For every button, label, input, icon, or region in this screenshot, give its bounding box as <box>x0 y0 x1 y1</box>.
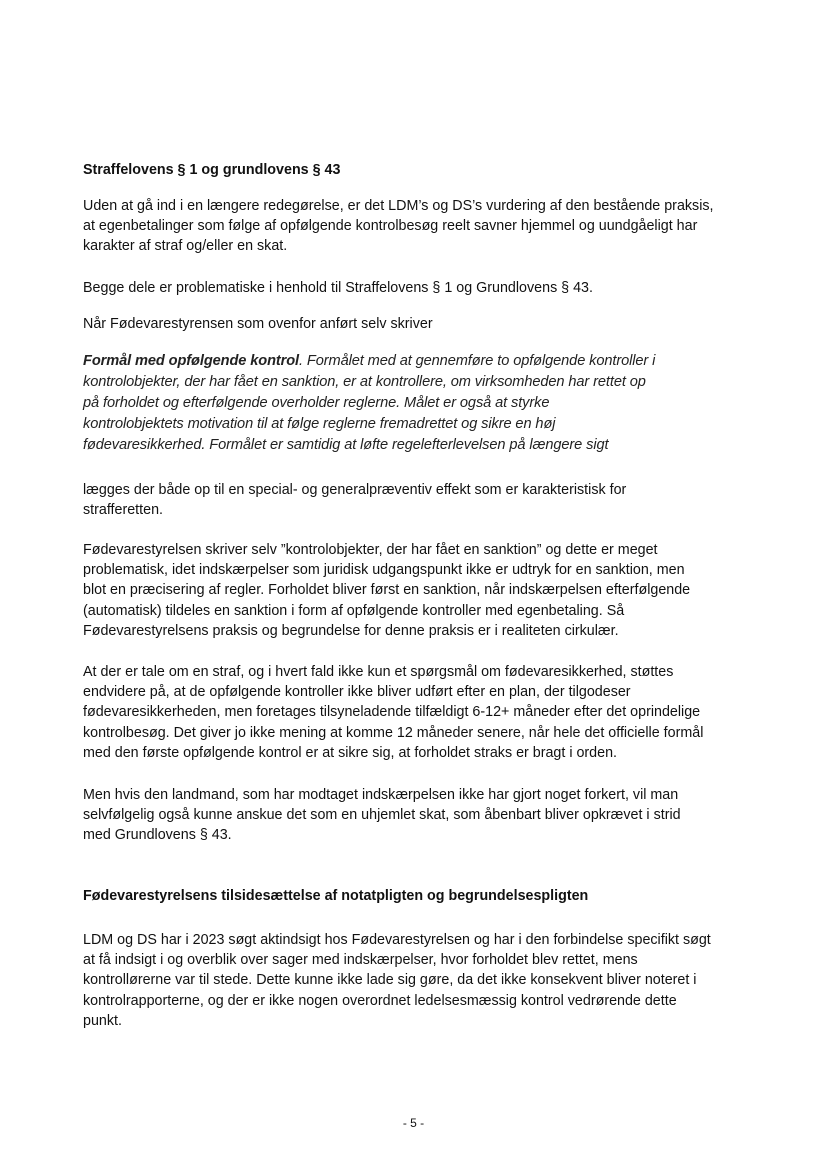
text-line: lægges der både op til en special- og generalpræventiv effekt som er karakteristisk for <box>83 482 627 498</box>
text-line: Uden at gå ind i en længere redegørelse, er det LDM’s og DS’s vurdering af den bestående praksis, <box>83 198 714 214</box>
text-line: (automatisk) tildeles en sanktion i form af opfølgende kontroller med egenbetaling. Så <box>83 602 625 619</box>
text-line: LDM og DS har i 2023 søgt aktindsigt hos Fødevarestyrelsen og har i den forbindelse specifikt søgt <box>83 932 711 948</box>
text-line: Når Fødevarestyrensen som ovenfor anført selv skriver <box>83 316 433 332</box>
text-line: at egenbetalinger som følge af opfølgende kontrolbesøg reelt savner hjemmel og uundgåeligt har <box>83 218 698 235</box>
text-line: Fødevarestyrelsens praksis og begrundelse for denne praksis er i realiteten cirkulær. <box>83 622 619 639</box>
quote-line: kontrolobjekter, der har fået en sanktion, er at kontrollere, om virksomheden har rettet op <box>83 374 646 390</box>
quote-line: på forholdet og efterfølgende overholder reglerne. Målet er også at styrke <box>83 395 550 411</box>
paragraph <box>83 930 711 1031</box>
text-line: kontrolrapporterne, og der er ikke nogen overordnet ledelsesmæssig kontrol vedrørende dette <box>83 992 677 1009</box>
text-line: Men hvis den landmand, som har modtaget indskærpelsen ikke har gjort noget forkert, vil man <box>83 787 679 803</box>
paragraph <box>83 540 690 641</box>
text-line: at få indsigt i og overblik over sager med indskærpelser, hvor forholdet blev rettet, mens <box>83 952 638 969</box>
text-line: endvidere på, at de opfølgende kontroller ikke bliver udført efter en plan, der tilgodeser <box>83 684 631 701</box>
text-line: kontrollørerne var til stede. Dette kunne ikke lade sig gøre, da det ikke konsekvent bliver noteret i <box>83 972 697 989</box>
text-line: Begge dele er problematiske i henhold til Straffelovens § 1 og Grundlovens § 43. <box>83 280 593 296</box>
text-line: strafferetten. <box>83 502 164 519</box>
paragraph <box>83 278 593 298</box>
text-line: punkt. <box>83 1012 122 1029</box>
text-line: Fødevarestyrelsen skriver selv ”kontrolobjekter, der har fået en sanktion” og dette er meget <box>83 542 658 558</box>
text-line: kontrolbesøg. Det giver jo ikke mening at komme 12 måneder senere, når hele det officielle formål <box>83 724 704 741</box>
paragraph <box>83 314 433 334</box>
text-line: At der er tale om en straf, og i hvert fald ikke kun et spørgsmål om fødevaresikkerhed, støttes <box>83 664 674 680</box>
paragraph <box>83 785 681 846</box>
paragraph <box>83 196 714 257</box>
section-heading: Straffelovens § 1 og grundlovens § 43 <box>83 162 341 178</box>
page-number: - 5 - <box>402 1116 425 1130</box>
quote-block <box>83 351 655 456</box>
quote-title: Formål med opfølgende kontrol <box>83 353 300 369</box>
text-line: problematisk, idet indskærpelser som juridisk udgangspunkt ikke er udtryk for en sanktion, men <box>83 562 685 579</box>
quote-line: . Formålet med at gennemføre to opfølgende kontroller i <box>299 353 656 369</box>
section-heading: Fødevarestyrelsens tilsidesættelse af notatpligten og begrundelsespligten <box>83 888 589 904</box>
text-line: med den første opfølgende kontrol er at sikre sig, at forholdet straks er bragt i orden. <box>83 744 618 761</box>
quote-line: kontrolobjektets motivation til at følge reglerne fremadrettet og sikre en høj <box>83 416 556 432</box>
text-line: med Grundlovens § 43. <box>83 827 232 844</box>
text-line: fødevaresikkerheden, men foretages tilsyneladende tilfældigt 6-12+ måneder efter det oprindelige <box>83 704 701 721</box>
text-line: blot en præcisering af regler. Forholdet bliver først en sanktion, når indskærpelsen efterfølgende <box>83 582 691 599</box>
text-line: selvfølgelig også kunne anskue det som en uhjemlet skat, som åbenbart bliver opkrævet i strid <box>83 807 681 824</box>
paragraph <box>83 662 703 763</box>
paragraph <box>83 480 626 520</box>
quote-line: fødevaresikkerhed. Formålet er samtidig at løfte regelefterlevelsen på længere sigt <box>83 437 609 453</box>
text-line: karakter af straf og/eller en skat. <box>83 238 288 255</box>
